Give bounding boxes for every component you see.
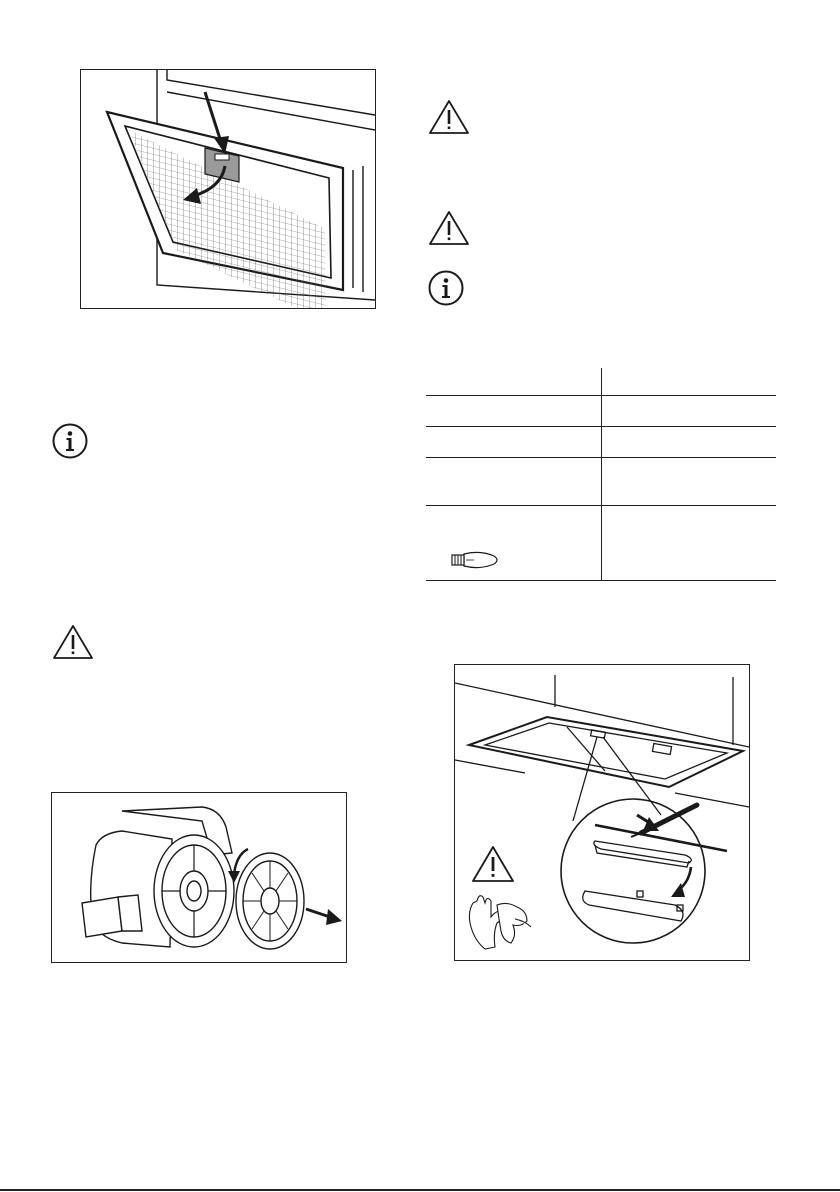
warning-triangle-icon bbox=[52, 624, 94, 660]
carbon-filter-removal-illustration bbox=[52, 793, 346, 962]
lamp-cover-removal-illustration bbox=[455, 665, 749, 960]
spec-table bbox=[426, 368, 776, 581]
lamp-bulb-icon bbox=[446, 550, 500, 570]
table-row bbox=[426, 427, 776, 458]
grease-filter-figure bbox=[80, 69, 376, 309]
warning-triangle-icon bbox=[428, 210, 470, 246]
grease-filter-removal-illustration bbox=[81, 70, 375, 308]
table-row bbox=[426, 396, 776, 427]
info-circle-icon bbox=[52, 423, 88, 459]
carbon-filter-figure bbox=[51, 792, 347, 963]
lamp-cover-figure bbox=[454, 664, 750, 961]
table-row bbox=[426, 368, 776, 396]
warning-triangle-icon bbox=[428, 99, 470, 135]
info-circle-icon bbox=[428, 270, 464, 306]
table-row bbox=[426, 506, 776, 581]
page-bottom-rule bbox=[0, 1189, 840, 1191]
table-row bbox=[426, 458, 776, 506]
